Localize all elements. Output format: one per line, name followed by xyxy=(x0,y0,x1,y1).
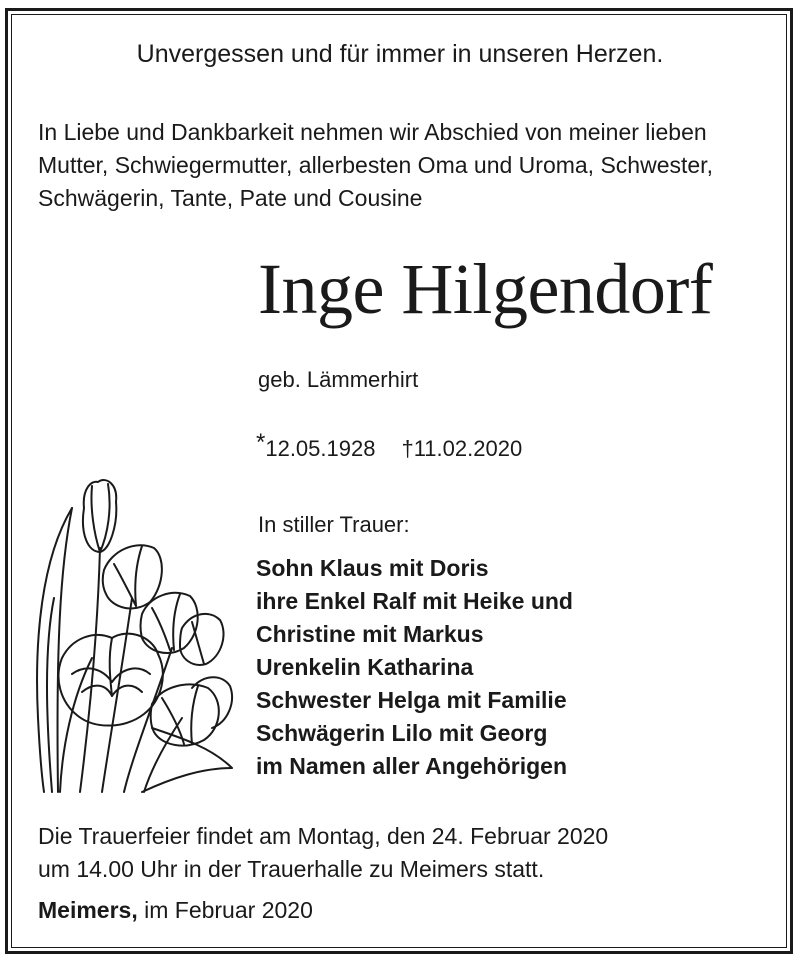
mourner-line: im Namen aller Angehörigen xyxy=(256,753,567,779)
mourner-line: Urenkelin Katharina xyxy=(256,654,474,680)
death-symbol: † xyxy=(401,436,414,461)
leaf xyxy=(47,598,54,792)
tulip-petal xyxy=(192,622,204,664)
tulips-icon xyxy=(32,478,242,794)
mourner-line: Schwägerin Lilo mit Georg xyxy=(256,720,548,746)
intro-line: In Liebe und Dankbarkeit nehmen wir Abschied von meiner lieben xyxy=(38,119,707,145)
tulip-petal xyxy=(114,546,142,606)
leaf xyxy=(142,728,232,792)
birth-symbol: * xyxy=(256,429,266,456)
tulip-petal xyxy=(152,594,180,650)
mourners-label: In stiller Trauer: xyxy=(258,512,410,537)
funeral-line: Die Trauerfeier findet am Montag, den 24. Februar 2020 xyxy=(38,823,609,849)
place-date-text: im Februar 2020 xyxy=(144,897,313,923)
intro-line: Schwägerin, Tante, Pate und Cousine xyxy=(38,185,423,211)
deceased-name: Inge Hilgendorf xyxy=(258,249,713,329)
birth-date: 12.05.1928 xyxy=(265,436,376,461)
funeral-line: um 14.00 Uhr in der Trauerhalle zu Meimers statt. xyxy=(38,856,545,882)
stem xyxy=(144,718,182,792)
mourners-list xyxy=(256,552,573,783)
death-date: 11.02.2020 xyxy=(413,436,523,461)
intro-line: Mutter, Schwiegermutter, allerbesten Oma und Uroma, Schwester, xyxy=(38,152,713,178)
motto: Unvergessen und für immer in unseren Herzen. xyxy=(136,40,664,68)
mourner-line: Sohn Klaus mit Doris xyxy=(256,555,489,581)
tulip-bloom xyxy=(151,685,219,746)
place-date xyxy=(38,897,313,924)
mourner-line: Christine mit Markus xyxy=(256,621,484,647)
tulip-bloom xyxy=(83,480,116,552)
tulip-petal xyxy=(162,686,198,744)
intro-text xyxy=(38,116,713,215)
maiden-name: geb. Lämmerhirt xyxy=(258,367,419,392)
life-dates xyxy=(256,429,523,463)
tulip-petal xyxy=(91,484,109,552)
stem xyxy=(102,598,132,792)
tulip-petal xyxy=(110,638,112,696)
funeral-info xyxy=(38,820,608,886)
place-name: Meimers, xyxy=(38,897,138,923)
mourner-line: ihre Enkel Ralf mit Heike und xyxy=(256,588,573,614)
mourner-line: Schwester Helga mit Familie xyxy=(256,687,567,713)
